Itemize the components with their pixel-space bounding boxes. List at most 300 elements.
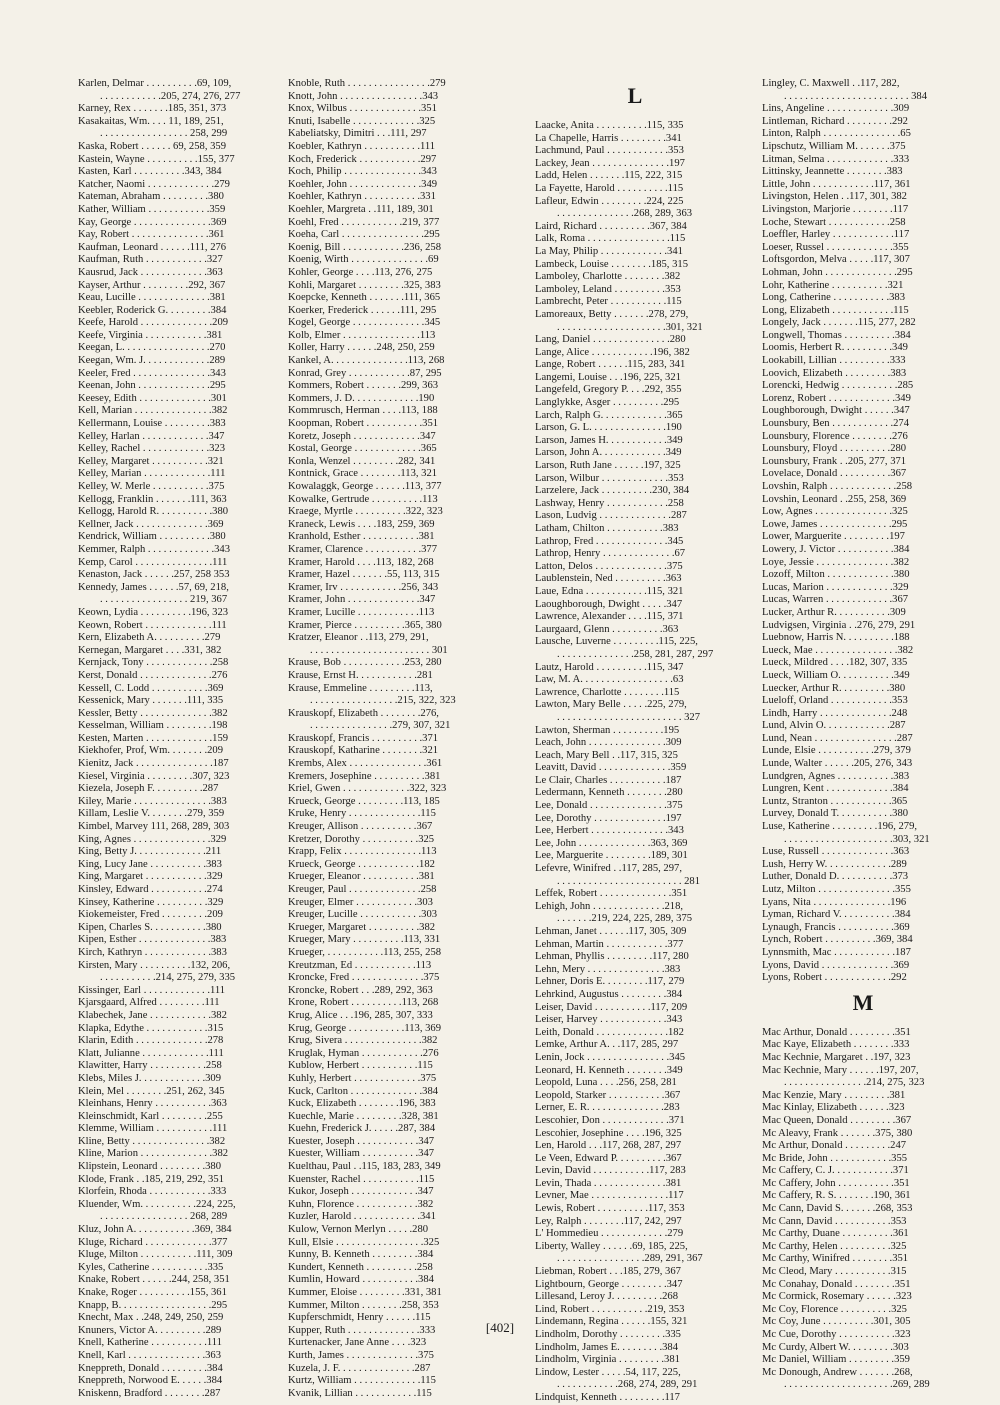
index-entry: Kurth, James . . . . . . . . . . . . . .375 [288,1349,434,1361]
index-entry-continuation: . . . . . . . . . . . . . . . .279, 307, 321 [310,720,451,732]
index-entry: Leach, John . . . . . . . . . . . . . . .309 [535,737,682,749]
index-entry: Kellogg, Franklin . . . . . . .111, 363 [78,493,227,505]
index-entry: Kesselman, William . . . . . . . . .198 [78,720,228,732]
index-entry-continuation: . . . . . . . . . . . . . . . . . . . . . . . . 281 [557,875,701,887]
index-entry: Kjarsgaard, Alfred . . . . . . . . .111 [78,997,220,1009]
index-entry: Mac Queen, Donald . . . . . . . . .367 [762,1114,912,1126]
index-entry: Kowalaggk, George . . . . . .113, 377 [288,481,442,492]
index-entry: Luse, Russell . . . . . . . . . . . . . .363 [762,846,910,858]
index-entry: Krueck, George . . . . . . . . . . . .182 [288,858,435,870]
index-entry: Kohli, Margaret . . . . . . . . .325, 383 [288,279,441,291]
index-entry: Krug, George . . . . . . . . . . .113, 369 [288,1022,442,1034]
index-entry: La May, Philip . . . . . . . . . . . . .341 [535,245,683,257]
index-entry: Kuenster, Rachel . . . . . . . . . . .115 [288,1173,435,1185]
index-entry: Kessell, C. Lodd . . . . . . . . . . .369 [78,682,224,694]
index-entry: Kyles, Catherine . . . . . . . . . . .335 [78,1261,224,1273]
index-entry: Kabeliatsky, Dimitri . . .111, 297 [288,128,427,140]
index-entry: Lackey, Jean . . . . . . . . . . . . . . .197 [535,157,685,169]
index-entry: Kimbel, Marvey 111, 268, 289, 303 [78,821,230,833]
index-entry: Kurtenacker, Jane Anne . . . .323 [288,1337,427,1349]
index-entry: Kendrick, William . . . . . . . . . .380 [78,531,226,543]
index-entry-continuation: . . . . . . . . . . .214, 275, 279, 335 [100,972,236,984]
index-entry: Kuzler, Harold . . . . . . . . . . . . .341 [288,1211,436,1223]
index-entry: Larzelere, Jack . . . . . . . . . .230, 384 [535,485,690,497]
index-entry: Kell, Marian . . . . . . . . . . . . . . .382 [78,405,228,417]
index-entry: Lescohier, Don . . . . . . . . . . . . .371 [535,1114,685,1126]
index-entry: Kaska, Robert . . . . . . 69, 258, 359 [78,140,227,152]
index-entry: King, Agnes . . . . . . . . . . . . . . .329 [78,833,227,845]
index-entry: Lind, Robert . . . . . . . . . . .219, 353 [535,1303,685,1315]
index-entry: Koch, Philip . . . . . . . . . . . . . . .343 [288,166,437,178]
index-entry: Larson, James H. . . . . . . . . . . .349 [535,434,683,446]
index-entry: Krapp, Felix . . . . . . . . . . . . . . .113 [288,846,437,858]
index-entry: Loche, Stewart . . . . . . . . . . . .258 [762,216,906,228]
index-entry: Lindemann, Regina . . . . . .155, 321 [535,1316,688,1328]
index-entry: Lindholm, James E. . . . . . . . .384 [535,1341,679,1353]
index-entry: Kumlin, Howard . . . . . . . . . . .384 [288,1274,434,1286]
index-entry: Ledermann, Kenneth . . . . . . . .280 [535,787,683,799]
index-entry: Lund, Nean . . . . . . . . . . . . . . . .287 [762,732,913,744]
index-entry: Lounsbury, Frank . .205, 277, 371 [762,455,907,467]
index-entry: Koerker, Frederick . . . . . .111, 295 [288,304,437,316]
index-entry: Laue, Edna . . . . . . . . . . . .115, 321 [535,585,684,597]
index-entry: Kunny, B. Kenneth . . . . . . . . .384 [288,1249,434,1261]
index-entry: Kramer, Irv . . . . . . . . . . . .256, 343 [288,581,439,593]
index-entry: Lalk, Roma . . . . . . . . . . . . . . . .115 [535,233,686,245]
section-letter-heading: M [852,989,874,1015]
index-entry: Koehler, John . . . . . . . . . . . . . .349 [288,178,438,190]
index-entry: Kruglak, Hyman . . . . . . . . . . . .276 [288,1047,439,1059]
index-entry: Kupper, Ruth . . . . . . . . . . . . . .333 [288,1324,436,1336]
index-entry: Knott, John . . . . . . . . . . . . . . . .343 [288,90,439,102]
index-entry: Klipstein, Leonard . . . . . . . . .380 [78,1161,221,1173]
index-entry: Mc Coy, June . . . . . . . . . .301, 305 [762,1316,911,1328]
index-entry: Kramer, Pierce . . . . . . . . . .365, 380 [288,619,442,631]
index-entry: Lintleman, Richard . . . . . . . . .292 [762,115,908,127]
index-entry: Lynch, Robert . . . . . . . . . .369, 384 [762,934,913,946]
index-entry: Krause, Ernst H. . . . . . . . . . . .281 [288,669,433,681]
index-entry: Lipschutz, William M. . . . . . .375 [762,140,906,152]
index-entry: Mc Bride, John . . . . . . . . . . . .355 [762,1152,908,1164]
index-entry: Mac Kaye, Elizabeth . . . . . . . .333 [762,1039,910,1051]
index-entry: Lefevre, Winifred . .117, 285, 297, [535,863,682,875]
index-entry: Leonard, H. Kenneth . . . . . . . .349 [535,1064,683,1076]
index-entry: Kiezela, Joseph F. . . . . . . . . .287 [78,783,219,795]
index-entry: Kinsley, Edward . . . . . . . . . . .274 [78,884,223,895]
index-entry: Mac Kinlay, Elizabeth . . . . . .323 [762,1102,905,1114]
index-entry: Leiser, Harvey . . . . . . . . . . . . .343 [535,1014,683,1026]
index-entry: Mc Cue, Dorothy . . . . . . . . . . .323 [762,1329,911,1340]
index-entry: Lounsbury, Florence . . . . . . . .276 [762,430,908,442]
index-entry: Koenig, Wirth . . . . . . . . . . . . . . .69 [288,254,439,266]
index-entry: Kramer, Clarence . . . . . . . . . . .377 [288,543,438,555]
index-entry: Keown, Lydia . . . . . . . . . .196, 323 [78,606,229,618]
index-entry: Livingston, Helen . .117, 301, 382 [762,191,907,203]
index-entry: Lange, Robert . . . . . .115, 283, 341 [535,359,686,371]
index-entry: L' Hommedieu . . . . . . . . . . . . .279 [535,1228,684,1240]
index-entry: Kraege, Myrtle . . . . . . . . . .322, 323 [288,506,443,518]
index-entry: Keau, Lucille . . . . . . . . . . . . . .381 [78,292,226,304]
index-entry: Lambrecht, Peter . . . . . . . . . . .115 [535,296,682,308]
index-entry: Karlen, Delmar . . . . . . . . . .69, 109, [78,78,232,89]
index-entry: Koeha, Carl . . . . . . . . . . . . . . . .295 [288,229,440,241]
index-entry-continuation: . . . . . . . . . . . . . . . . . . . . .301, 321 [557,321,703,333]
index-entry: Lamboley, Leland . . . . . . . . . .353 [535,283,681,295]
index-entry: Leopold, Starker . . . . . . . . . . .367 [535,1089,681,1101]
index-entry: Liebman, Robert . . .185, 279, 367 [535,1266,681,1278]
index-entry: Lamboley, Charlotte . . . . . . . .382 [535,271,681,283]
index-entry: Kemp, Carol . . . . . . . . . . . . . . .111 [78,556,228,568]
index-entry: Kellner, Jack . . . . . . . . . . . . . .369 [78,518,224,530]
index-entry: Kuck, Elizabeth . . . . . . . .196, 383 [288,1098,436,1110]
index-entry: Kramer, Lucille . . . . . . . . . . . .113 [288,606,435,618]
index-entry: Lawrence, Charlotte . . . . . . . .115 [535,686,680,698]
index-entry: Kernegan, Margaret . . . .331, 382 [78,644,222,656]
index-entry: Kirch, Kathryn . . . . . . . . . . . . .383 [78,946,227,958]
index-entry: Lounsbury, Floyd . . . . . . . . . .280 [762,443,907,455]
index-entry: Littinsky, Jeannette . . . . . . . .383 [762,166,903,178]
index-entry: Leach, Mary Bell . .117, 315, 325 [535,749,678,761]
index-entry: Ladd, Helen . . . . . . .115, 222, 315 [535,170,683,182]
index-entry: Liberty, Walley . . . . . .69, 185, 225, [535,1240,688,1252]
index-entry: Kluender, Wm. . . . . . . . . . .224, 225, [78,1198,236,1210]
index-entry: Kull, Elsie . . . . . . . . . . . . . . . . .325 [288,1236,440,1248]
index-entry: Lindow, Lester . . . . .54, 117, 225, [535,1366,681,1378]
index-entry: Lucker, Arthur R. . . . . . . . . . .309 [762,606,906,618]
index-entry: Koenig, Bill . . . . . . . . . . . .236, 258 [288,241,442,253]
index-entry: Kuhly, Herbert . . . . . . . . . . . . .375 [288,1072,437,1084]
index-entry: Kruke, Henry . . . . . . . . . . . . . .115 [288,808,436,820]
page-number: [402] [485,1320,515,1335]
index-entry: Krueck, George . . . . . . . . .113, 185 [288,795,440,807]
index-entry: Krueger, Eleanor . . . . . . . . . . .381 [288,871,435,883]
index-entry: Lowe, James . . . . . . . . . . . . . .295 [762,518,908,530]
index-entry: Mc Aleavy, Frank . . . . . . .375, 380 [762,1127,913,1139]
index-entry: Litman, Selma . . . . . . . . . . . . .333 [762,153,910,165]
index-entry: Kreuger, Paul . . . . . . . . . . . . . .258 [288,884,437,895]
index-entry: Lyans, Nita . . . . . . . . . . . . . . .196 [762,896,907,908]
index-entry: Kiley, Marie . . . . . . . . . . . . . . .383 [78,795,227,807]
index-entry: Kroncke, Robert . . .289, 292, 363 [288,984,433,996]
index-entry-continuation: . . . . . . . . . . . . . . . . . . . . .269, 289 [784,1379,930,1391]
index-entry: Kipen, Charles S. . . . . . . . . . .380 [78,921,222,933]
index-entry: Lason, Ludvig . . . . . . . . . . . . . .287 [535,510,687,522]
index-entry: King, Lucy Jane . . . . . . . . . . .383 [78,858,222,870]
index-entry: Lightbourn, George . . . . . . . . .347 [535,1278,683,1290]
index-entry: Konrad, Grey . . . . . . . . . . . .87, 295 [288,367,442,379]
index-entry: Lucas, Marion . . . . . . . . . . . . .329 [762,581,909,593]
index-entry: Loughborough, Dwight . . . . . .347 [762,405,910,417]
index-entry: Lins, Angeline . . . . . . . . . . . . .309 [762,103,910,115]
index-entry: Mc Carthy, Duane . . . . . . . . . .361 [762,1228,909,1240]
index-entry: Lower, Marguerite . . . . . . . . .197 [762,531,905,543]
index-entry: Kaufman, Leonard . . . . . .111, 276 [78,241,227,253]
index-entry: Kuester, Joseph . . . . . . . . . . . .347 [288,1135,435,1147]
index-entry: Lee, Marguerite . . . . . . . . .189, 301 [535,850,688,862]
index-entry-continuation: . . . . . . . . . . . . . . . . . 219, 367 [100,594,228,606]
index-entry: Loomis, Herbert R. . . . . . . . . .349 [762,342,908,354]
index-entry: Levner, Mae . . . . . . . . . . . . . . .117 [535,1190,684,1202]
index-entry: Kay, George . . . . . . . . . . . . . . .369 [78,216,227,228]
index-entry: Latham, Chilton . . . . . . . . . . .383 [535,523,679,534]
index-entry: Klein, Mel . . . . . . . .251, 262, 345 [78,1085,225,1097]
index-entry: Lillesand, Leroy J. . . . . . . . . .268 [535,1291,678,1303]
index-entry: Kemmer, Ralph . . . . . . . . . . . . .343 [78,543,230,555]
index-entry: Kommers, Robert . . . . . . .299, 363 [288,380,439,392]
index-entry: Levin, Thada . . . . . . . . . . . . . .381 [535,1177,682,1189]
index-entry: Kurtz, William . . . . . . . . . . . . .115 [288,1375,436,1387]
index-entry: Keegan, L. . . . . . . . . . . . . . . . .270 [78,342,226,354]
index-entry: Long, Elizabeth . . . . . . . . . . . .115 [762,304,909,316]
index-entry: Lueck, Mildred . . . .182, 307, 335 [762,657,908,669]
index-entry: Lynaugh, Francis . . . . . . . . . . .369 [762,921,910,933]
index-entry: Krause, Emmeline . . . . . . . . .113, [288,682,433,694]
index-entry: Kellermann, Louise . . . . . . . . .383 [78,418,226,430]
index-entry: Kreuger, Elmer . . . . . . . . . . . .303 [288,896,433,908]
index-entry: Kelley, Harlan . . . . . . . . . . . . .347 [78,430,225,442]
section-letter-heading: L [627,83,643,108]
index-entry: Kiekhofer, Prof, Wm. . . . . . . .209 [78,745,224,757]
index-entry: Kratzer, Eleanor . .113, 279, 291, [288,632,429,644]
index-entry: Lehman, Janet . . . . . .117, 305, 309 [535,926,687,937]
index-entry: Kramer, Harold . . . .113, 182, 268 [288,556,434,568]
index-entry: Kretzer, Dorothy . . . . . . . . . . .325 [288,833,435,845]
index-entry: Kukor, Joseph . . . . . . . . . . . . .347 [288,1186,434,1198]
index-entry-continuation: . . . . . . . . . . . . . . . . .289, 291, 367 [557,1253,703,1265]
index-entry: Lawrence, Alexander . . . .115, 371 [535,611,684,623]
index-entry: Kluz, John A. . . . . . . . . . . .369, 384 [78,1224,232,1236]
index-entry: Kriel, Gwen . . . . . . . . . . . . .322, 323 [288,783,447,795]
index-entry: King, Margaret . . . . . . . . . . . .329 [78,871,223,883]
index-entry: Lohr, Katherine . . . . . . . . . . .321 [762,279,904,291]
index-entry: Katcher, Naomi . . . . . . . . . . . . .279 [78,178,230,190]
index-entry: Kuck, Carlton . . . . . . . . . . . . . .384 [288,1085,439,1097]
index-entry: Mc Cann, David S. . . . . . .268, 353 [762,1203,913,1215]
index-entry: Koehler, Kathryn . . . . . . . . . . .331 [288,191,436,203]
index-entry: Kontnick, Grace . . . . . . . .113, 321 [288,468,438,480]
index-entry: Kenaston, Jack . . . . . .257, 258 353 [78,569,230,581]
index-entry: Lutz, Milton . . . . . . . . . . . . . . .355 [762,884,911,895]
index-entry: Kroncke, Fred . . . . . . . . . . . . . .375 [288,972,440,984]
index-entry: Lurvey, Donald T. . . . . . . . . . .380 [762,808,909,820]
index-column-2 [288,78,484,1400]
index-entry: Kelley, Rachel . . . . . . . . . . . . .323 [78,443,226,455]
index-entry: Kommrusch, Herman . . . .113, 188 [288,405,438,417]
index-entry-continuation: . . . . . . . . . . . . . . . . .215, 322, 323 [310,695,456,707]
index-entry: Kline, Marion . . . . . . . . . . . . . .382 [78,1148,229,1160]
index-entry: Lynnsmith, Mac . . . . . . . . . . . .187 [762,946,911,958]
index-entry: Lehner, Doris E. . . . . . . . .117, 279 [535,976,685,988]
index-entry: Kessenick, Mary . . . . . . .111, 335 [78,695,224,707]
index-entry: Mc Coy, Florence . . . . . . . . . .325 [762,1303,907,1315]
index-entry: Lush, Herry W. . . . . . . . . . . . .289 [762,858,907,870]
index-entry: Mc Carthy, Helen . . . . . . . . . .325 [762,1240,907,1252]
index-entry: Leavitt, David . . . . . . . . . . . . . .359 [535,762,687,774]
index-entry: Mc Daniel, William . . . . . . . . .359 [762,1354,910,1366]
index-entry: Mc Caffery, C. J. . . . . . . . . . . .371 [762,1165,909,1177]
index-entry: Lovshin, Ralph . . . . . . . . . . . . .258 [762,481,913,492]
index-entry: Koehl, Fred . . . . . . . . . . . .219, 377 [288,216,440,228]
index-entry: Killam, Leslie V. . . . . . . .279, 359 [78,808,225,820]
index-entry: Le Clair, Charles . . . . . . . . . . .187 [535,774,682,786]
index-entry: Luntz, Stranton . . . . . . . . . . . .365 [762,795,908,807]
index-entry: Lawton, Sherman . . . . . . . . . .195 [535,724,680,736]
index-entry: Kramer, Hazel . . . . . . .55, 113, 315 [288,569,440,581]
index-entry: Kiesel, Virginia . . . . . . . . .307, 323 [78,770,230,782]
index-entry-continuation: . . . . . . .219, 224, 225, 289, 375 [557,913,693,925]
index-entry: Knell, Katherine . . . . . . . . . . .111 [78,1337,222,1349]
index-entry: Laublenstein, Ned . . . . . . . . . .363 [535,573,682,585]
index-entry-continuation: . . . . . . . . . . . . . . . .214, 275, 323 [784,1077,925,1089]
index-entry: Lundgren, Agnes . . . . . . . . . . .383 [762,770,910,782]
index-entry: Kreuger, Allison . . . . . . . . . . .367 [288,821,433,833]
index-entry: Lautz, Harold . . . . . . . . . .115, 347 [535,661,684,673]
index-entry: Klode, Frank . .185, 219, 292, 351 [78,1173,224,1185]
index-entry: Kupferschmidt, Henry . . . . . .115 [288,1312,431,1324]
index-entry: Kleinschmidt, Karl . . . . . . . . .255 [78,1110,223,1122]
index-entry: Laird, Richard . . . . . . . . . .367, 384 [535,220,687,232]
index-entry: Knake, Roger . . . . . . . . . .155, 361 [78,1287,227,1298]
index-entry: Little, John . . . . . . . . . . . .117, 361 [762,178,911,190]
index-entry: Kelley, W. Merle . . . . . . . . . . .375 [78,481,225,492]
index-entry: Lindholm, Virginia . . . . . . . . .381 [535,1354,680,1366]
index-entry: Larson, Wilbur . . . . . . . . . . . . .353 [535,472,684,484]
index-entry: Lemke, Arthur A. . .117, 285, 297 [535,1039,679,1051]
index-column-4 [762,78,964,1392]
index-entry: Leffek, Robert . . . . . . . . . . . . . .351 [535,888,688,900]
index-entry: Lenin, Jock . . . . . . . . . . . . . . . .345 [535,1051,686,1063]
index-entry: Lee, Donald . . . . . . . . . . . . . . .375 [535,800,683,812]
index-entry: Kern, Elizabeth A. . . . . . . . . .279 [78,632,221,644]
index-entry: Kissinger, Earl . . . . . . . . . . . . .111 [78,984,226,996]
index-entry: Laacke, Anita . . . . . . . . . .115, 335 [535,120,684,131]
index-entry-continuation: . . . . . . . . . . . . . . . . . . . . . . . 301 [310,644,448,656]
index-entry: Krueger, . . . . . . . . . . .113, 255, 258 [288,946,442,958]
index-entry: Luse, Katherine . . . . . . . . .196, 279, [762,821,918,833]
index-entry: Knox, Wilbus . . . . . . . . . . . . . .351 [288,103,437,115]
index-entry: Luecker, Arthur R. . . . . . . . . .380 [762,682,906,694]
index-entry: Kleinhans, Henry . . . . . . . . . . .363 [78,1098,227,1110]
index-entry-continuation: . . . . . . . . . . . .205, 274, 276, 277 [100,90,241,102]
index-entry-continuation: . . . . . . . . . . . . . . . . . . . . .303, 321 [784,833,930,845]
index-entry: Krauskopf, Elizabeth . . . . . . . .276, [288,707,439,719]
index-entry: Kather, William . . . . . . . . . . . .359 [78,203,226,215]
index-entry: Kublow, Herbert . . . . . . . . . . .115 [288,1060,433,1072]
index-entry: Kline, Betty . . . . . . . . . . . . . . .382 [78,1135,226,1147]
index-entry: Knecht, Max . .248, 249, 250, 259 [78,1312,224,1324]
index-entry: Loeser, Russel . . . . . . . . . . . . .355 [762,241,909,253]
index-entry: Mc Cann, David . . . . . . . . . . .353 [762,1215,907,1227]
index-entry: Lawton, Mary Belle . . . . .225, 279, [535,699,687,711]
index-entry: Krone, Robert . . . . . . . . . .113, 268 [288,997,439,1009]
index-entry: Langemi, Louise . . .196, 225, 321 [535,371,681,383]
index-entry: Lehman, Phyllis . . . . . . . . .117, 280 [535,951,689,963]
index-entry: La Chapelle, Harris . . . . . . . . .341 [535,132,682,144]
index-entry: Knell, Karl . . . . . . . . . . . . . . .363 [78,1349,222,1361]
index-entry: Kuhn, Florence . . . . . . . . . . . .382 [288,1198,434,1210]
index-entry: Kummer, Eloise . . . . . . . . .331, 381 [288,1287,442,1298]
index-entry: Lindh, Harry . . . . . . . . . . . . . .248 [762,707,908,719]
index-entry: Klemme, William . . . . . . . . . . .111 [78,1123,228,1135]
index-entry: Kastein, Wayne . . . . . . . . . .155, 377 [78,153,235,165]
index-entry: Kiokemeister, Fred . . . . . . . . .209 [78,909,223,921]
index-entry: Kateman, Abraham . . . . . . . . .380 [78,191,224,203]
index-entry: Lueloff, Orland . . . . . . . . . . . .353 [762,695,908,707]
index-entry: Lachmund, Paul . . . . . . . . . . . .353 [535,145,684,157]
index-entry: Lorencki, Hedwig . . . . . . . . . . .285 [762,380,914,392]
index-entry: Koller, Harry . . . . . .248, 250, 259 [288,342,435,354]
index-entry: Ludvigsen, Virginia . .276, 279, 291 [762,619,916,631]
index-entry: Low, Agnes . . . . . . . . . . . . . . .325 [762,506,908,518]
index-entry: Linton, Ralph . . . . . . . . . . . . . . .65 [762,128,911,140]
index-entry: Kennedy, James . . . . . .57, 69, 218, [78,581,229,593]
index-entry: Longwell, Thomas . . . . . . . . . .384 [762,329,911,341]
index-entry: Mc Arthur, Donald . . . . . . . . .247 [762,1140,907,1152]
index-entry: Kolb, Elmer . . . . . . . . . . . . . . .113 [288,329,436,341]
index-entry: Klapka, Edythe . . . . . . . . . . . .315 [78,1022,224,1034]
index-entry: Lindholm, Dorothy . . . . . . . . .335 [535,1329,681,1340]
index-entry: Kay, Robert . . . . . . . . . . . . . . .361 [78,229,225,241]
index-entry: Law, M. A. . . . . . . . . . . . . . . . . .63 [535,674,684,686]
index-entry: Kreutzman, Ed . . . . . . . . . . . .113 [288,959,432,971]
index-entry: Keebler, Roderick G. . . . . . . . .384 [78,304,227,316]
index-entry: Mc Caffery, R. S. . . . . . . .190, 361 [762,1190,911,1202]
index-entry: Larson, Ruth Jane . . . . . .197, 325 [535,460,681,472]
index-entry: Kulow, Vernon Merlyn . . . . .280 [288,1224,429,1236]
index-entry: Krauskopf, Francis . . . . . . . . . .371 [288,732,439,744]
index-entry: Langefeld, Gregory P. . . .292, 355 [535,384,682,396]
index-entry: Lozoff, Milton . . . . . . . . . . . . .380 [762,569,910,581]
index-entry: Lee, John . . . . . . . . . . . . . .363, 369 [535,837,688,849]
index-entry: Kremers, Josephine . . . . . . . . . .381 [288,770,441,782]
index-entry: Longely, Jack . . . . . . .115, 277, 282 [762,317,916,329]
index-entry: Kundert, Kenneth . . . . . . . . . .258 [288,1261,433,1273]
index-entry: Lowery, J. Victor . . . . . . . . . . .384 [762,543,910,555]
index-entry: Mac Arthur, Donald . . . . . . . . .351 [762,1026,911,1038]
index-entry: Lucas, Warren . . . . . . . . . . . . .367 [762,594,909,606]
index-entry: Kankel, A. . . . . . . . . . . . . . .113, 268 [288,355,445,367]
index-entry: Livingston, Marjorie . . . . . . . .117 [762,203,909,215]
index-entry: Lafleur, Edwin . . . . . . . . .224, 225 [535,195,684,207]
index-entry: Lorenz, Robert . . . . . . . . . . . . .349 [762,392,911,404]
index-entry: Loftsgordon, Melva . . . . .117, 307 [762,254,910,266]
index-entry: Klarin, Edith . . . . . . . . . . . . . .278 [78,1035,224,1047]
index-entry: Mc Carthy, Winifred . . . . . . . .351 [762,1253,909,1265]
index-entry: Lyman, Richard V. . . . . . . . . . .384 [762,909,911,921]
index-entry: Leith, Donald . . . . . . . . . . . . . .182 [535,1026,684,1038]
index-entry: Klebs, Miles J. . . . . . . . . . . . .309 [78,1072,222,1084]
index-entry: Kasakaitas, Wm. . . . 11, 189, 251, [78,115,224,127]
index-entry: Krueger, Mary . . . . . . . . . .113, 331 [288,934,441,946]
index-entry: Knuners, Victor A. . . . . . . . . .289 [78,1324,222,1336]
index-entry: Lindquist, Kenneth . . . . . . . . .117 [535,1391,680,1403]
index-entry: Lescohier, Josephine . . . .196, 325 [535,1127,682,1139]
index-entry: Kerst, Donald . . . . . . . . . . . . . .276 [78,669,228,681]
index-entry: Kluge, Milton . . . . . . . . . . .111, 309 [78,1249,233,1261]
index-entry: Loye, Jessie . . . . . . . . . . . . . . .382 [762,556,910,568]
index-entry: Lathrop, Fred . . . . . . . . . . . . . .345 [535,535,684,547]
index-entry-continuation: . . . . . . . . . . . .268, 274, 289, 291 [557,1379,698,1391]
index-entry: Luebnow, Harris N. . . . . . . . . .188 [762,632,910,644]
index-entry: Lyons, David . . . . . . . . . . . . . .369 [762,959,910,971]
index-entry: Kellogg, Harold R. . . . . . . . . . .380 [78,506,229,518]
index-entry: Kipen, Esther . . . . . . . . . . . . . .383 [78,934,227,946]
index-entry: Kuechle, Marie . . . . . . . . .328, 381 [288,1110,439,1122]
index-entry: Kvanik, Lillian . . . . . . . . . . . .115 [288,1387,432,1399]
index-entry: Keown, Robert . . . . . . . . . . . . .111 [78,619,227,631]
index-entry: Laoughborough, Dwight . . . . .347 [535,598,683,610]
index-entry-continuation: . . . . . . . . . . . . . . . . . . . . . . . . 327 [557,711,701,723]
